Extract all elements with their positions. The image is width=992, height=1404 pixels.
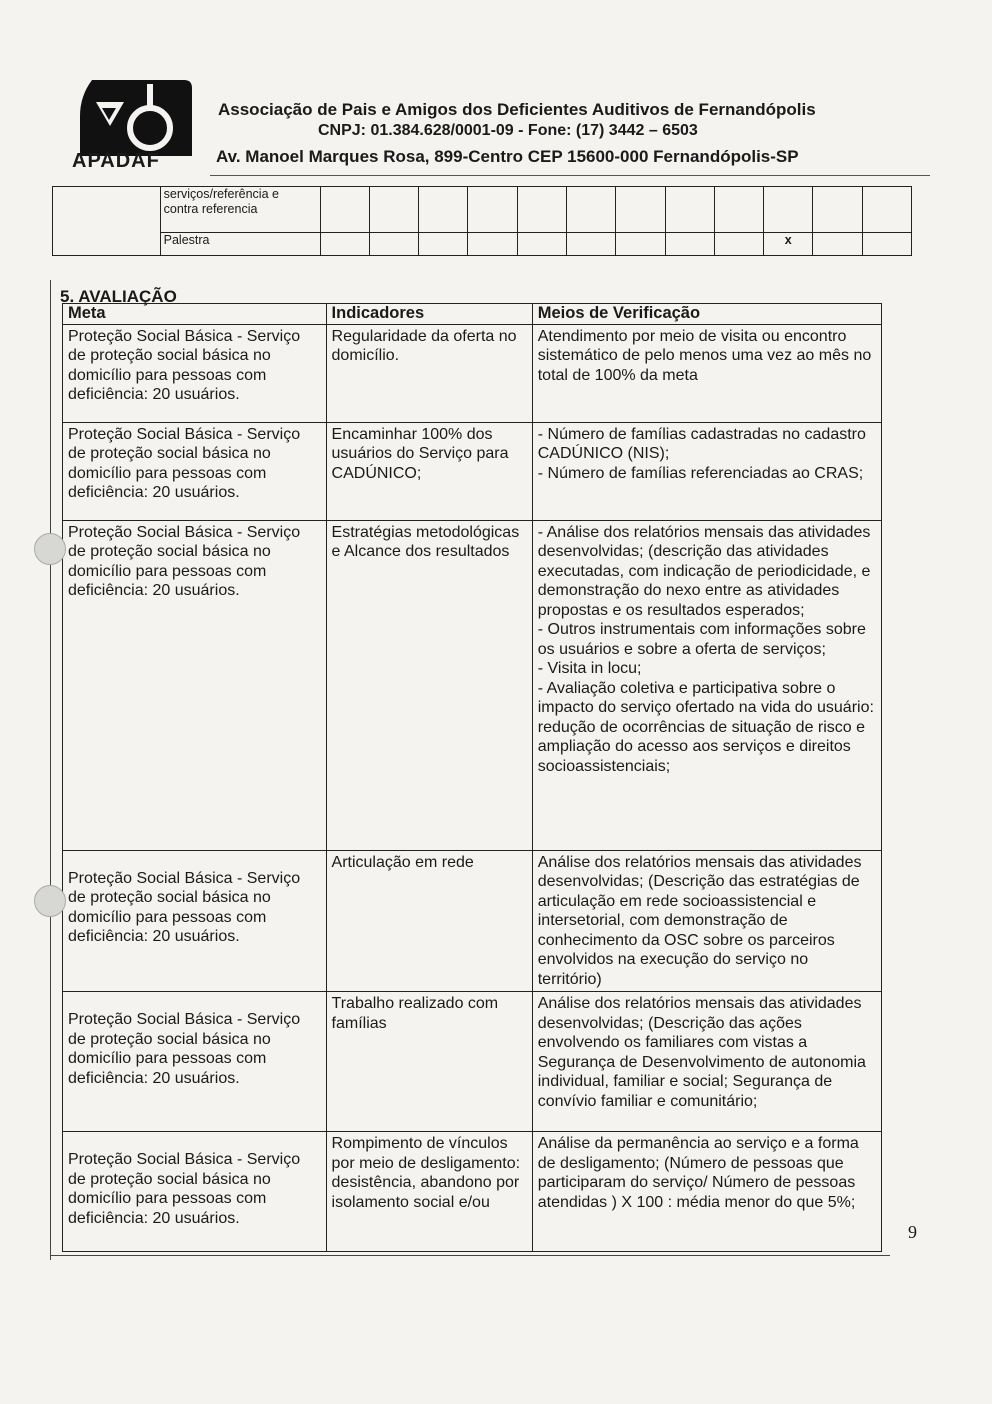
outer-frame-bottom xyxy=(50,1255,890,1256)
meta-cell: Proteção Social Básica - Serviço de proteção social básica no domicílio para pessoas com deficiência: 20 usuários. xyxy=(63,422,327,520)
table-row xyxy=(53,187,912,233)
table-row xyxy=(63,992,882,1132)
meta-cell: Proteção Social Básica - Serviço de proteção social básica no domicílio para pessoas com deficiência: 20 usuários. xyxy=(63,324,327,422)
section-title: 5. AVALIAÇÃO xyxy=(60,287,177,306)
logo-text: APADAF xyxy=(72,150,160,172)
table-row xyxy=(63,422,882,520)
cnpj-phone: CNPJ: 01.384.628/0001-09 - Fone: (17) 3442 – 6503 xyxy=(318,122,698,139)
schedule-table xyxy=(52,186,912,256)
table-row xyxy=(63,324,882,422)
page-number: 9 xyxy=(908,1222,917,1242)
verification-cell: - Análise dos relatórios mensais das atividades desenvolvidas; (descrição das atividades executadas, com indicação de periodicidade, e demonstração do nexo entre as atividades propostas e os resultados esperados; - Outros instrumentais com informações sobre os usuários e sobre a oferta de serviços; - Visita in locu; - Avaliação coletiva e participativa sobre o impacto do serviço ofertado na vida do usuário: redução de ocorrências de situação de risco e ampliação do acesso aos serviços e direitos socioassistenciais; xyxy=(532,520,881,850)
schedule-activity: serviços/referência e contra referencia xyxy=(160,187,320,233)
org-name: Associação de Pais e Amigos dos Deficientes Auditivos de Fernandópolis xyxy=(218,100,816,119)
outer-frame-left xyxy=(50,280,51,1260)
schedule-mark: x xyxy=(764,232,813,256)
verification-cell: Análise da permanência ao serviço e a forma de desligamento; (Número de pessoas que participaram do serviço/ Número de pessoas atendidas ) X 100 : média menor do que 5%; xyxy=(532,1132,881,1252)
meta-cell: Proteção Social Básica - Serviço de proteção social básica no domicílio para pessoas com deficiência: 20 usuários. xyxy=(63,1132,327,1252)
indicator-cell: Regularidade da oferta no domicílio. xyxy=(326,324,532,422)
header-meta: Meta xyxy=(63,304,327,325)
evaluation-table xyxy=(62,303,882,1252)
table-row xyxy=(63,850,882,992)
table-header-row xyxy=(63,304,882,325)
header-meios: Meios de Verificação xyxy=(532,304,881,325)
indicator-cell: Encaminhar 100% dos usuários do Serviço para CADÚNICO; xyxy=(326,422,532,520)
indicator-cell: Articulação em rede xyxy=(326,850,532,992)
verification-cell: - Número de famílias cadastradas no cadastro CADÚNICO (NIS); - Número de famílias referenciadas ao CRAS; xyxy=(532,422,881,520)
verification-cell: Atendimento por meio de visita ou encontro sistemático de pelo menos uma vez ao mês no total de 100% da meta xyxy=(532,324,881,422)
address: Av. Manoel Marques Rosa, 899-Centro CEP 15600-000 Fernandópolis-SP xyxy=(216,147,799,166)
header-indicadores: Indicadores xyxy=(326,304,532,325)
apadaf-logo-icon xyxy=(72,76,194,160)
meta-cell: Proteção Social Básica - Serviço de proteção social básica no domicílio para pessoas com deficiência: 20 usuários. xyxy=(63,520,327,850)
meta-cell: Proteção Social Básica - Serviço de proteção social básica no domicílio para pessoas com deficiência: 20 usuários. xyxy=(63,992,327,1132)
indicator-cell: Trabalho realizado com famílias xyxy=(326,992,532,1132)
punch-hole-icon xyxy=(34,885,66,917)
verification-cell: Análise dos relatórios mensais das atividades desenvolvidas; (Descrição das estratégias de articulação em rede socioassistencial e intersetorial, com demonstração de conhecimento da OSC sobre os parceiros envolvidos na execução do serviço no território) xyxy=(532,850,881,992)
table-row xyxy=(63,520,882,850)
indicator-cell: Rompimento de vínculos por meio de desligamento: desistência, abandono por isolamento social e/ou xyxy=(326,1132,532,1252)
schedule-activity: Palestra xyxy=(160,232,320,256)
table-row xyxy=(63,1132,882,1252)
table-row xyxy=(53,232,912,256)
punch-hole-icon xyxy=(34,533,66,565)
meta-cell: Proteção Social Básica - Serviço de proteção social básica no domicílio para pessoas com deficiência: 20 usuários. xyxy=(63,850,327,992)
indicator-cell: Estratégias metodológicas e Alcance dos resultados xyxy=(326,520,532,850)
verification-cell: Análise dos relatórios mensais das atividades desenvolvidas; (Descrição das ações envolvendo os familiares com vistas a Segurança de Desenvolvimento de autonomia individual, familiar e social; Segurança de convívio familiar e comunitário; xyxy=(532,992,881,1132)
header-divider xyxy=(210,175,930,176)
